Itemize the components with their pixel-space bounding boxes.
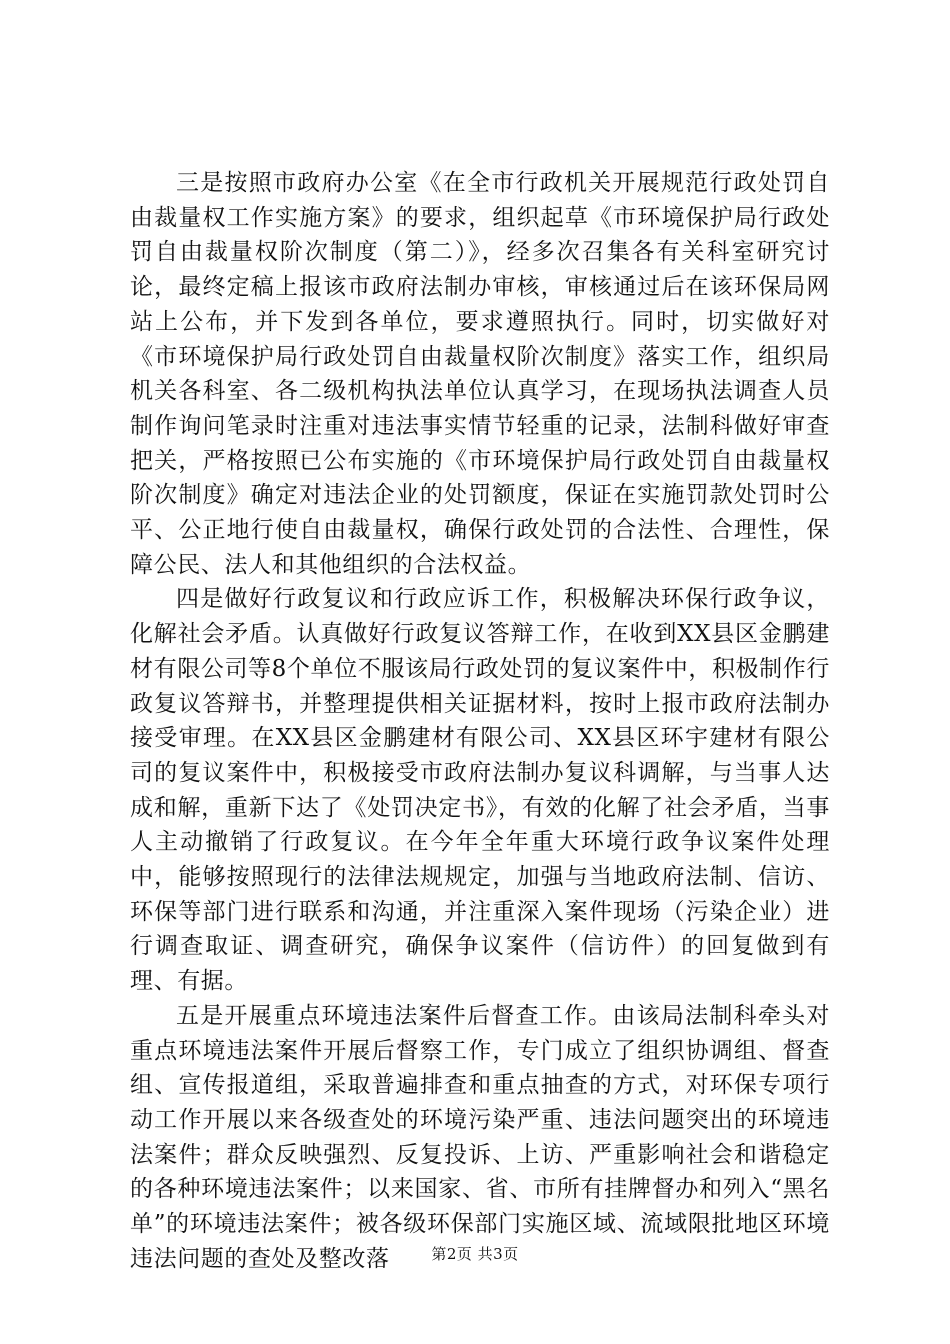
paragraph-3: 三是按照市政府办公室《在全市行政机关开展规范行政处罚自由裁量权工作实施方案》的要求，组织起草《市环境保护局行政处罚自由裁量权阶次制度（第二）》，经多次召集各有关科室研究讨论，最终定稿上报该市政府法制办审核，审核通过后在该环保局网站上公布，并下发到各单位，要求遵照执行。同时，切实做好对《市环境保护局行政处罚自由裁量权阶次制度》落实工作，组织局机关各科室、各二级机构执法单位认真学习，在现场执法调查人员制作询问笔录时注重对违法事实情节轻重的记录，法制科做好审查把关，严格按照已公布实施的《市环境保护局行政处罚自由裁量权阶次制度》确定对违法企业的处罚额度，保证在实施罚款处罚时公平、公正地行使自由裁量权，确保行政处罚的合法性、合理性，保障公民、法人和其他组织的合法权益。 xyxy=(130,170,830,578)
paragraph-5: 五是开展重点环境违法案件后督查工作。由该局法制科牵头对重点环境违法案件开展后督察工作，专门成立了组织协调组、督查组、宣传报道组，采取普遍排查和重点抽查的方式，对环保专项行动工作开展以来各级查处的环境污染严重、违法问题突出的环境违法案件；群众反映强烈、反复投诉、上访、严重影响社会和谐稳定的各种环境违法案件；以来国家、省、市所有挂牌督办和列入“黑名单”的环境违法案件；被各级环保部门实施区域、流域限批地区环境违法问题的查处及整改落 xyxy=(130,1002,830,1272)
paragraph-4: 四是做好行政复议和行政应诉工作，积极解决环保行政争议，化解社会矛盾。认真做好行政复议答辩工作，在收到XX县区金鹏建材有限公司等8个单位不服该局行政处罚的复议案件中，积极制作行政复议答辩书，并整理提供相关证据材料，按时上报市政府法制办接受审理。在XX县区金鹏建材有限公司、XX县区环宇建材有限公司的复议案件中，积极接受市政府法制办复议科调解，与当事人达成和解，重新下达了《处罚决定书》，有效的化解了社会矛盾，当事人主动撤销了行政复议。在今年全年重大环境行政争议案件处理中，能够按照现行的法律法规规定，加强与当地政府法制、信访、环保等部门进行联系和沟通，并注重深入案件现场（污染企业）进行调查取证、调查研究，确保争议案件（信访件）的回复做到有理、有据。 xyxy=(130,586,830,995)
document-body xyxy=(130,166,830,1277)
page-number-footer: 第2页 共3页 xyxy=(431,1245,519,1263)
